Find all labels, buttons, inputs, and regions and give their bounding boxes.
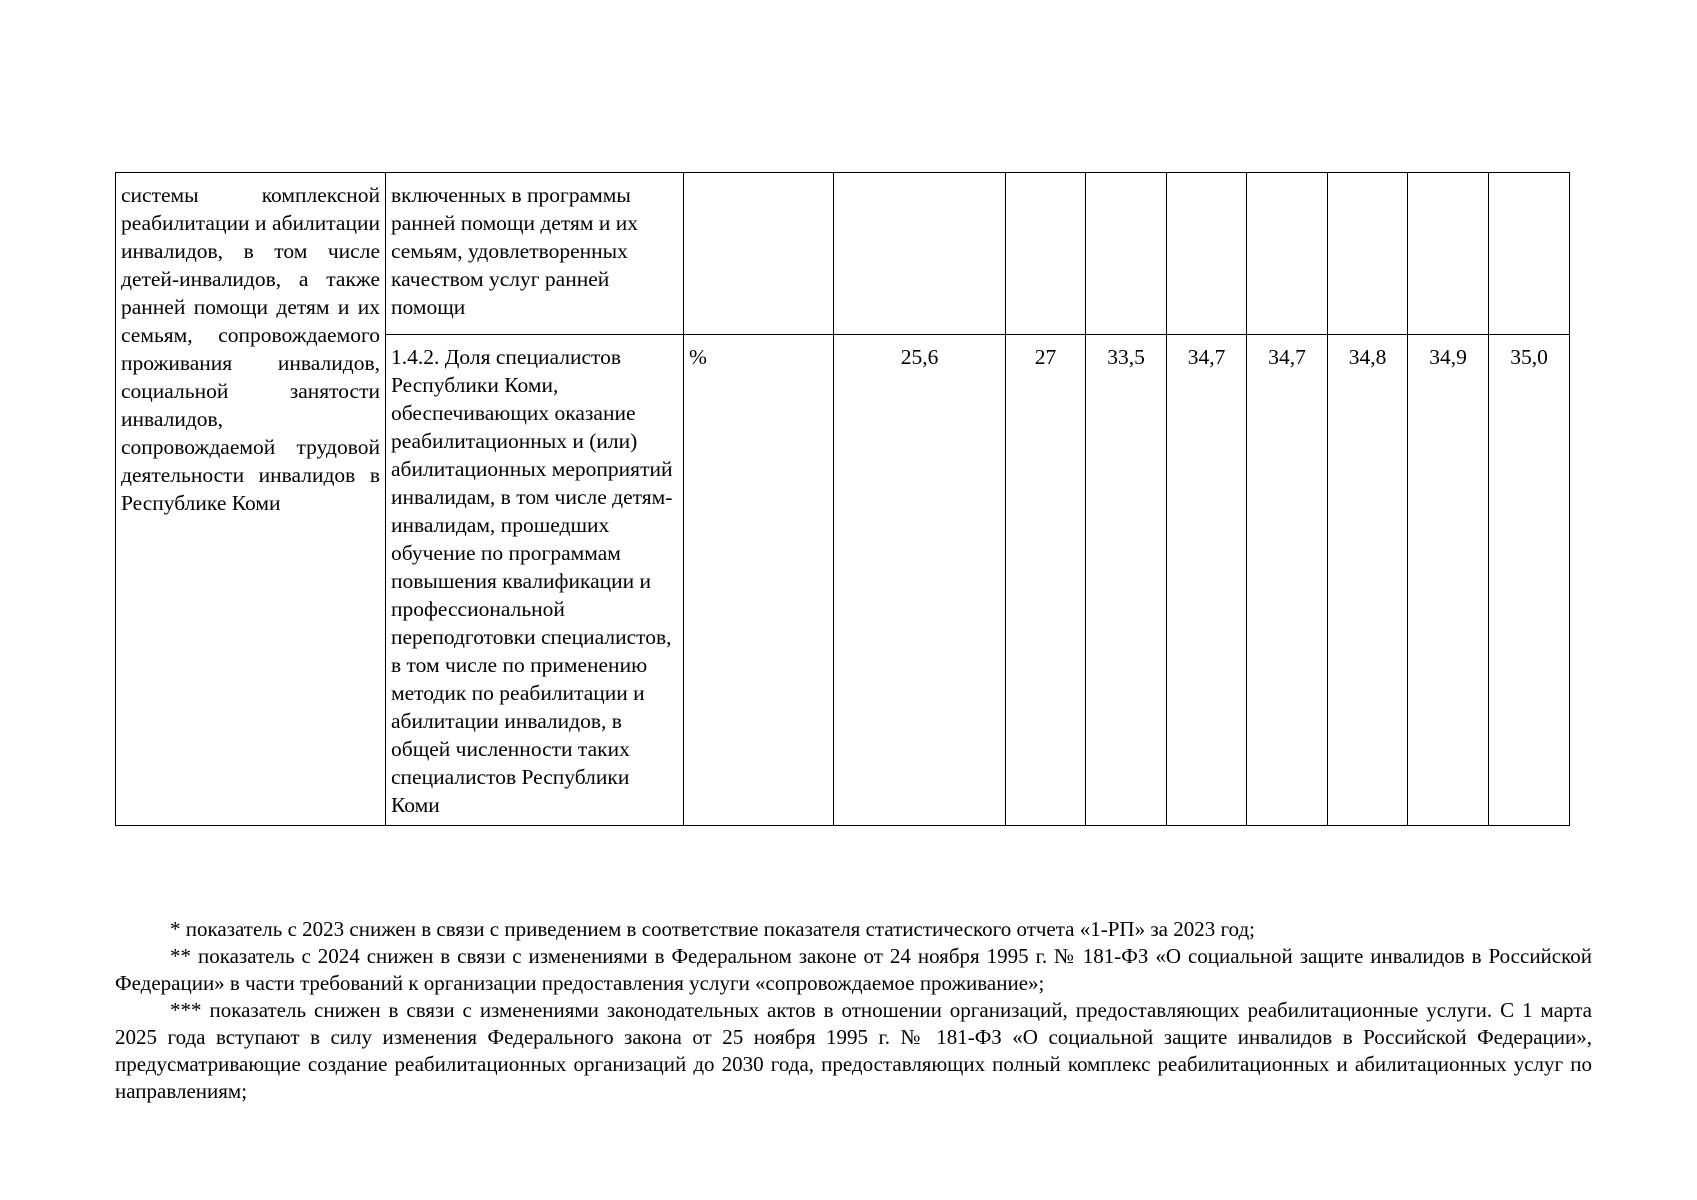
goal-cell: системы комплексной реабилитации и абилитации инвалидов, в том числе детей-инвалидов, а также ранней помощи детям и их семьям, сопровождаемого проживания инвалидов, социальной занятости инвалидов, сопровождаемой трудовой деятельности инвалидов в Республике Коми <box>116 173 386 826</box>
value-cell <box>1247 173 1328 335</box>
value-cell <box>1006 173 1086 335</box>
value-cell <box>1167 173 1247 335</box>
value-cell: 25,6 <box>834 335 1006 826</box>
value-cell: 35,0 <box>1489 335 1570 826</box>
unit-cell <box>684 173 834 335</box>
unit-cell: % <box>684 335 834 826</box>
footnote-2: ** показатель с 2024 снижен в связи с изменениями в Федеральном законе от 24 ноября 1995 г. № 181-ФЗ «О социальной защите инвалидов в Российской Федерации» в части требований к организации предоставления услуги «сопровождаемое проживание»; <box>115 944 1592 995</box>
indicator-cell: 1.4.2. Доля специалистов Республики Коми, обеспечивающих оказание реабилитационных и (или) абилитационных мероприятий инвалидам, в том числе детям-инвалидам, прошедших обучение по программам повышения квалификации и профессиональной переподготовки специалистов, в том числе по применению методик по реабилитации и абилитации инвалидов, в общей численности таких специалистов Республики Коми <box>386 335 684 826</box>
value-cell <box>1408 173 1489 335</box>
footnote-1: * показатель с 2023 снижен в связи с приведением в соответствие показателя статистического отчета «1-РП» за 2023 год; <box>170 917 1255 941</box>
value-cell: 27 <box>1006 335 1086 826</box>
value-cell: 34,8 <box>1328 335 1408 826</box>
value-cell: 33,5 <box>1086 335 1167 826</box>
footnotes <box>115 916 1592 1105</box>
table-row <box>116 173 1570 335</box>
value-cell <box>1489 173 1570 335</box>
value-cell <box>1328 173 1408 335</box>
value-cell <box>1086 173 1167 335</box>
value-cell: 34,9 <box>1408 335 1489 826</box>
indicator-cell: включенных в программы ранней помощи детям и их семьям, удовлетворенных качеством услуг ранней помощи <box>386 173 684 335</box>
value-cell: 34,7 <box>1167 335 1247 826</box>
value-cell <box>834 173 1006 335</box>
value-cell: 34,7 <box>1247 335 1328 826</box>
indicators-table <box>115 172 1570 826</box>
footnote-3: *** показатель снижен в связи с изменениями законодательных актов в отношении организаций, предоставляющих реабилитационные услуги. С 1 марта 2025 года вступают в силу изменения Федерального закона от 25 ноября 1995 г. № 181-ФЗ «О социальной защите инвалидов в Российской Федерации», предусматривающие создание реабилитационных организаций до 2030 года, предоставляющих полный комплекс реабилитационных и абилитационных услуг по направлениям; <box>115 998 1592 1103</box>
